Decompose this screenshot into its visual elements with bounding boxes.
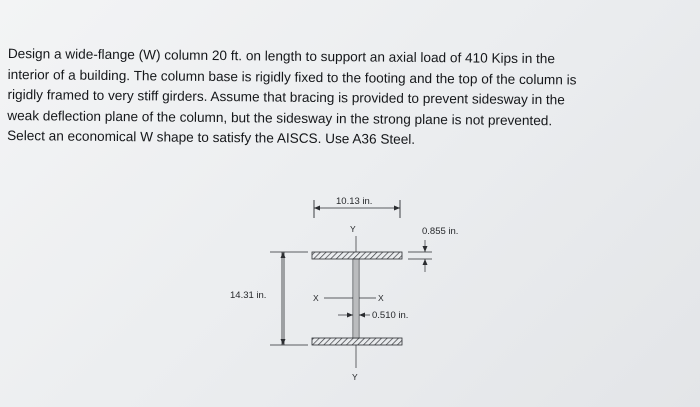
problem-statement [7,44,692,154]
x-axis-left-label: X [313,293,319,303]
y-axis-bottom-label: Y [352,372,358,382]
flange-width-label: 10.13 in. [336,196,373,207]
problem-line-4: weak deflection plane of the column, but the sidesway in the strong plane is not prevented. [7,107,553,129]
depth-label: 14.31 in. [230,290,267,301]
web [353,259,359,338]
web-thickness-label: 0.510 in. [372,310,409,321]
problem-line-3: rigidly framed to very stiff girders. Assume that bracing is provided to prevent sidesway in the [7,87,565,108]
bottom-flange [312,338,402,345]
problem-line-1: Design a wide-flange (W) column 20 ft. on length to support an axial load of 410 Kips in the [7,45,556,67]
x-axis-right-label: X [378,293,384,303]
y-axis-top-label: Y [350,224,356,234]
flange-thickness-dimension [408,240,432,272]
top-flange [312,252,402,259]
w-shape-diagram [220,188,490,388]
depth-dimension [270,252,308,345]
problem-line-5: Select an economical W shape to satisfy the AISCS. Use A36 Steel. [7,128,416,148]
problem-line-2: interior of a building. The column base is rigidly fixed to the footing and the top of the column is [7,66,577,88]
flange-thickness-label: 0.855 in. [422,226,459,237]
w-shape-figure [220,188,490,388]
